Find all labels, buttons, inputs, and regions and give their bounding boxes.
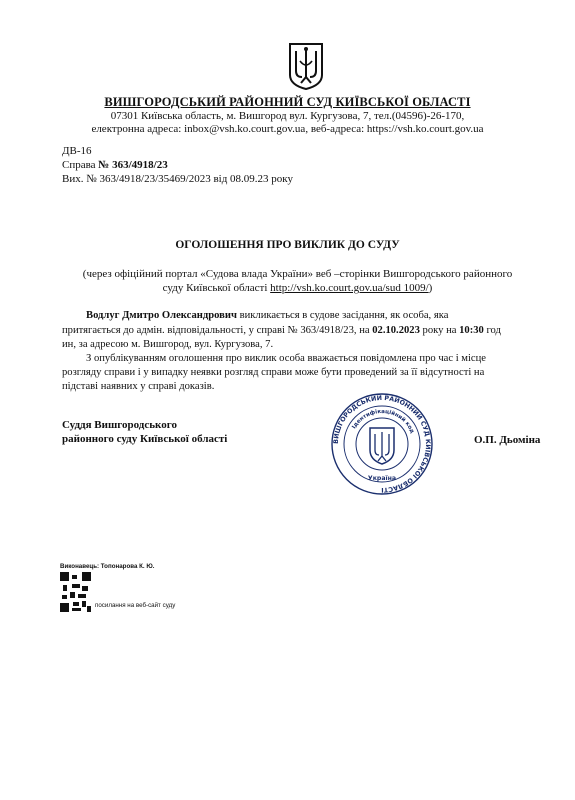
case-ref — [62, 159, 168, 171]
summons-paragraph-line2 — [62, 324, 551, 339]
summons-text-1: викликається в судове засідання, як особа, яка — [236, 310, 449, 321]
judge-title-line1: Суддя Вишгородського — [62, 419, 177, 431]
judge-name: О.П. Дьоміна — [474, 434, 541, 446]
outgoing-ref: Вих. № 363/4918/23/35469/2023 від 08.09.23 року — [62, 173, 293, 185]
notice-title: ОГОЛОШЕННЯ ПРО ВИКЛИК ДО СУДУ — [175, 239, 400, 251]
hearing-time: 10:30 — [459, 325, 484, 336]
person-name: Водлуг Дмитро Олександрович — [86, 310, 237, 321]
hearing-date: 02.10.2023 — [372, 325, 420, 336]
executor-note: Виконавець: Топонарова К. Ю. — [60, 563, 155, 570]
case-label: Справа — [62, 159, 96, 171]
summons-text-2: притягається до адмін. відповідальності, у справі № 363/4918/23, на — [62, 325, 373, 336]
publication-paragraph-line3: підставі наявних у справі доказів. — [62, 381, 215, 392]
qr-code-icon[interactable] — [60, 572, 91, 612]
court-name: ВИШГОРОДСЬКИЙ РАЙОННИЙ СУД КИЇВСЬКОЇ ОБЛАСТІ — [104, 95, 471, 109]
judge-title-line2: районного суду Київської області — [62, 433, 228, 445]
summons-text-3: року на — [419, 325, 460, 336]
qr-caption: посилання на веб-сайт суду — [95, 602, 176, 609]
coat-of-arms-icon — [286, 41, 326, 91]
publication-paragraph-line1: З опублікуванням оголошення про виклик особа вважається повідомлена про час і місце — [86, 353, 487, 364]
seal-emblem-icon — [370, 428, 394, 464]
court-site-link[interactable]: http://vsh.ko.court.gov.ua/sud 1009/ — [270, 282, 429, 294]
seal-country: Україна — [367, 475, 397, 482]
court-contacts: електронна адреса: inbox@vsh.ko.court.gov.ua, веб-адреса: https://vsh.ko.court.gov.ua — [91, 123, 484, 135]
court-seal — [330, 392, 434, 496]
court-address: 07301 Київська область, м. Вишгород вул. Кургузова, 7, тел.(04596)-26-170, — [110, 110, 465, 122]
notice-subtitle-line2 — [10, 282, 575, 294]
summons-paragraph — [86, 309, 551, 324]
notice-subtitle-text: суду Київської області — [162, 282, 271, 294]
notice-subtitle-close: ) — [428, 282, 433, 294]
publication-paragraph-line2: розгляду справи і у випадку неявки розгляд справи може бути проведений за її відсутності на — [62, 367, 485, 378]
seal-inner-text: Ідентифікаційний код — [351, 408, 415, 435]
summons-text-4: год — [483, 325, 501, 336]
form-code: ДВ-16 — [62, 145, 92, 157]
seal-outer-text: ВИШГОРОДСЬКИЙ РАЙОННИЙ СУД КИЇВСЬКОЇ ОБЛАСТІ — [331, 393, 433, 495]
case-number: № 363/4918/23 — [98, 159, 168, 171]
notice-subtitle-line1: (через офіційний портал «Судова влада України» веб –сторінки Вишгородського районного — [82, 268, 513, 280]
summons-paragraph-line3: ин, за адресою м. Вишгород, вул. Кургузова, 7. — [62, 339, 274, 350]
